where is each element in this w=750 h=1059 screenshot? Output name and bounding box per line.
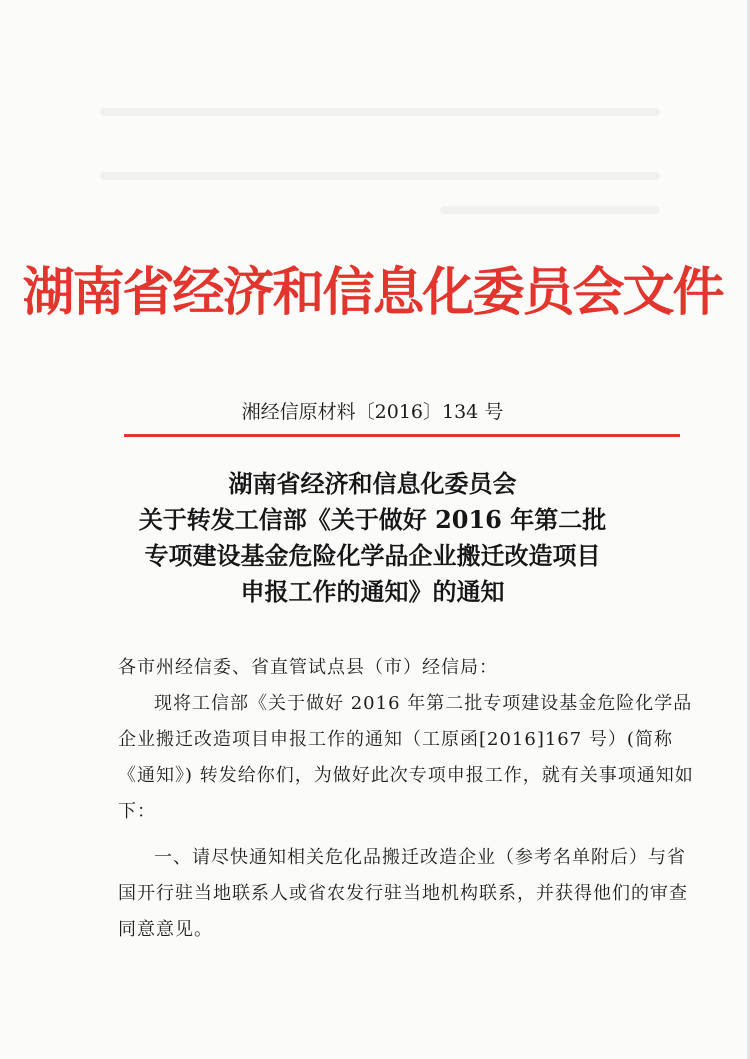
body-paragraph: 一、请尽快通知相关危化品搬迁改造企业（参考名单附后）与省国开行驻当地联系人或省农发行驻当地机构联系，并获得他们的审查同意意见。 — [118, 847, 688, 940]
red-divider-line — [124, 434, 680, 437]
document-body — [118, 650, 698, 948]
document-title — [100, 466, 645, 610]
document-number: 湘经信原材料〔2016〕134 号 — [241, 401, 504, 423]
document-masthead: 湖南省经济和信息化委员会文件 — [22, 262, 723, 323]
body-paragraph: 现将工信部《关于做好 2016 年第二批专项建设基金危险化学品企业搬迁改造项目申报工作的通知（工原函[2016]167 号）(简称《通知》) 转发给你们，为做好此次专项申报工作，就有关事项通知如下： — [118, 693, 694, 822]
salutation: 各市州经信委、省直管试点县（市）经信局： — [118, 657, 498, 678]
bleed-through-line — [100, 108, 660, 116]
bleed-through-line — [440, 206, 660, 214]
bleed-through-line — [100, 172, 660, 180]
title-line: 湖南省经济和信息化委员会 — [228, 469, 517, 498]
title-line: 关于转发工信部《关于做好 2016 年第二批 — [138, 505, 607, 534]
title-line: 专项建设基金危险化学品企业搬迁改造项目 — [144, 541, 601, 570]
title-line: 申报工作的通知》的通知 — [240, 577, 505, 606]
